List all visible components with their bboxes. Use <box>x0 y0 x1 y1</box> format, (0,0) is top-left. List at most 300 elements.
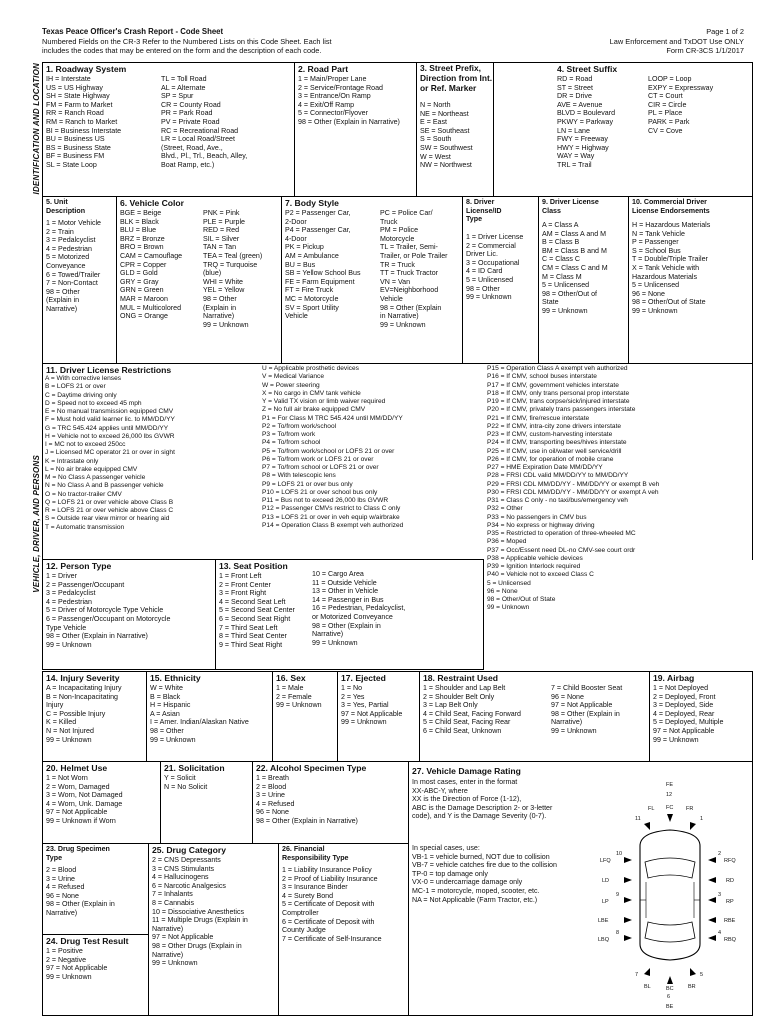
list-item: B = Class B <box>542 238 580 247</box>
list-item: 3 = Insurance Binder <box>282 883 348 892</box>
label-10: 10 <box>616 851 623 857</box>
header-line-3: includes the codes that may be entered on the form and the description of each code. <box>42 46 322 56</box>
drug-specimen-list <box>46 866 115 918</box>
list-item: 1 = Positive <box>46 947 83 955</box>
list-item: XX is the Direction of Force (1-12), <box>412 795 522 804</box>
list-item: P4 = Passenger Car, <box>285 226 351 235</box>
list-item: A = Asian <box>150 709 180 718</box>
alcohol-specimen-list <box>256 774 358 826</box>
vehicle-color-box <box>116 196 282 364</box>
list-item: 99 = Unknown <box>466 293 512 302</box>
list-item: 11 = Multiple Drugs (Explain in <box>152 916 248 925</box>
list-item: 99 = Unknown <box>551 726 597 735</box>
list-item: C = Class C <box>542 255 581 264</box>
list-item: 10. Commercial Driver <box>632 198 707 206</box>
list-item: L = No air brake equipped CMV <box>45 465 138 473</box>
list-item: 3 = Pedalcyclist <box>46 236 96 245</box>
list-item: K = Intrastate only <box>45 457 99 465</box>
list-item: YEL = Yellow <box>203 286 245 295</box>
list-item: O = No tractor-trailer CMV <box>45 490 122 498</box>
list-item: I = MC not to exceed 250cc <box>45 441 126 448</box>
list-item: N = Not Injured <box>46 726 94 735</box>
list-item: 2 = Passenger/Occupant <box>46 580 125 589</box>
list-item: Narrative) <box>312 630 344 639</box>
list-item: GLD = Gold <box>120 269 158 278</box>
list-item: P4 = To/from school <box>262 439 321 447</box>
list-item: N = North <box>420 101 451 109</box>
list-item: Narrative) <box>203 312 235 321</box>
list-item: Hazardous Materials <box>632 272 698 281</box>
list-item: 4 = Child Seat, Facing Forward <box>423 709 521 718</box>
page-number: Page 1 of 2 <box>706 27 744 36</box>
label-lfq: LFQ <box>600 858 611 864</box>
list-item: P2 = Passenger Car, <box>285 209 351 217</box>
list-item: 4 = Pedestrian <box>46 597 92 606</box>
list-item: 3 = Urine <box>46 874 75 883</box>
list-item: CM = Class C and M <box>542 263 608 272</box>
label-lp: LP <box>602 899 609 905</box>
list-item: EXPY = Expressway <box>648 83 714 92</box>
sex-title: 16. Sex <box>276 673 306 683</box>
list-item: In most cases, enter in the format <box>412 778 518 786</box>
list-item: 5 = Unlicensed <box>632 281 680 290</box>
list-item: AVE = Avenue <box>557 100 603 109</box>
drug-test-box <box>42 934 149 1016</box>
list-item: 3 = CNS Stimulants <box>152 864 215 873</box>
list-item: P34 = No express or highway driving <box>487 521 595 529</box>
list-item: P7 = To/from school or LOFS 21 or over <box>262 464 379 471</box>
list-item: M = No Class A passenger vehicle <box>45 474 146 481</box>
list-item: 23. Drug Specimen <box>46 845 110 853</box>
list-item: P12 = Passenger CMVs restrict to Class C only <box>262 505 401 513</box>
list-item: 2 = Worn, Damaged <box>46 782 110 791</box>
financial-box <box>278 843 409 1016</box>
list-item: P13 = LOFS 21 or over in veh equip w/airbrake <box>262 513 400 521</box>
list-item: 98 = Other/Out of State <box>487 596 556 603</box>
list-item: 3 = Entrance/On Ramp <box>298 92 371 101</box>
list-item: LR = Local Road/Street <box>161 135 235 144</box>
list-item: 3 = Worn, Not Damaged <box>46 791 123 800</box>
list-item: Q = LOFS 21 or over vehicle above Class B <box>45 498 174 506</box>
list-item: 8. Driver <box>466 198 495 206</box>
helmet-box <box>42 761 161 844</box>
list-item: P6 = To/from work or LOFS 21 or over <box>262 455 374 463</box>
list-item: N = No Solicit <box>164 782 208 791</box>
label-2: 2 <box>718 851 722 857</box>
list-item: 1 = Not Deployed <box>653 684 709 692</box>
list-item: TP-0 = top damage only <box>412 869 488 878</box>
list-item: 1 = Liability Insurance Policy <box>282 866 372 874</box>
drug-category-list <box>152 856 248 968</box>
list-item: in Narrative) <box>380 312 419 321</box>
restraint-col1 <box>423 684 521 736</box>
helmet-title: 20. Helmet Use <box>46 763 108 773</box>
header-right <box>484 27 744 56</box>
list-item: H = Hazardous Materials <box>632 221 711 229</box>
list-item: Type <box>466 215 483 224</box>
list-item: P33 = No passengers in CMV bus <box>487 513 587 521</box>
list-item: S = South <box>420 135 452 144</box>
list-item: P38 = Applicable vehicle devices <box>487 554 583 562</box>
label-3: 3 <box>718 892 722 898</box>
list-item: 97 = Not Applicable <box>46 808 108 817</box>
list-item: TT = Truck Tractor <box>380 269 439 278</box>
list-item: 98 = Other Drugs (Explain in <box>152 941 242 950</box>
list-item: 98 = Other/Out of State <box>632 298 706 307</box>
list-item: TRQ = Turquoise <box>203 260 258 269</box>
list-item: P21 = If CMV, fire/rescue interstate <box>487 414 590 422</box>
roadway-system-box <box>42 62 295 197</box>
label-7: 7 <box>635 972 639 978</box>
list-item: E = No manual transmission equipped CMV <box>45 408 174 415</box>
list-item: P5 = To/from work/school or LOFS 21 or over <box>262 447 395 455</box>
list-item: License Endorsements <box>632 206 710 215</box>
sex-list <box>276 684 322 710</box>
unit-description-box <box>42 196 117 364</box>
list-item: P = Passenger <box>632 238 679 247</box>
list-item: 99 = Unknown <box>46 640 92 649</box>
list-item: Narrative) <box>46 304 78 313</box>
list-item: 4 = Deployed, Rear <box>653 709 715 718</box>
drug-test-title: 24. Drug Test Result <box>46 936 129 946</box>
form-number: Form CR-3CS 1/1/2017 <box>666 46 744 56</box>
unit-description-title <box>46 198 85 215</box>
list-item: 99 = Unknown <box>380 320 426 329</box>
label-ld: LD <box>602 878 610 884</box>
list-item: ABC is the Damage Description 2- or 3-letter <box>412 803 553 812</box>
list-item: P22 = If CMV, intra-city zone drivers interstate <box>487 422 622 430</box>
list-item: MAR = Maroon <box>120 294 168 303</box>
list-item: 8 = Third Seat Center <box>219 632 287 641</box>
list-item: 2 = Shoulder Belt Only <box>423 692 495 701</box>
list-item: Conveyance <box>46 261 86 270</box>
list-item: 96 = None <box>256 808 289 817</box>
list-item: P24 = If CMV, transporting bees/hives interstate <box>487 439 627 447</box>
vehicle-color-col2 <box>203 209 262 329</box>
list-item: 99 = Unknown <box>653 735 699 744</box>
list-item: 2 = Service/Frontage Road <box>298 83 383 92</box>
list-item: NW = Northwest <box>420 161 472 170</box>
list-item: Narrative) <box>152 924 184 933</box>
list-item: 98 = Other (Explain in <box>46 900 115 909</box>
cdl-endorsements-list <box>632 221 710 316</box>
airbag-list <box>653 684 723 744</box>
list-item: 1 = Shoulder and Lap Belt <box>423 684 506 692</box>
list-item: 98 = Other (Explain in Narrative) <box>46 632 148 641</box>
list-item: PNK = Pink <box>203 209 240 217</box>
list-item: TL = Trailer, Semi- <box>380 243 438 252</box>
list-item: Blvd., Pl., Trl., Beach, Alley, <box>161 152 248 161</box>
list-item: 2 = Female <box>276 692 312 701</box>
list-item: W = West <box>420 152 451 161</box>
list-item: P3 = To/from work <box>262 431 316 438</box>
list-item: IH = Interstate <box>46 75 91 83</box>
list-item: 3. Street Prefix, <box>420 63 481 73</box>
list-item: Boat Ramp, etc.) <box>161 160 215 169</box>
list-item: P32 = Other <box>487 505 523 513</box>
page-header <box>42 27 744 61</box>
driver-license-id-box <box>462 196 539 364</box>
list-item: Motorcycle <box>380 234 415 243</box>
list-item: WHI = White <box>203 277 244 286</box>
list-item: 2 = Train <box>46 227 74 236</box>
list-item: MC-1 = motorcycle, moped, scooter, etc. <box>412 886 540 895</box>
use-notice: Law Enforcement and TxDOT Use ONLY <box>609 36 744 46</box>
list-item: or Motorized Conveyance <box>312 612 393 621</box>
drug-test-list <box>46 947 107 981</box>
label-rd: RD <box>726 878 734 884</box>
list-item: BS = Business State <box>46 143 111 152</box>
list-item: P35 = Restricted to operation of three-wheeled MC <box>487 530 636 537</box>
list-item: Class <box>542 206 561 215</box>
helmet-list <box>46 774 123 826</box>
list-item: A = With corrective lenses <box>45 375 122 382</box>
list-item: 5 = Unlicensed <box>542 281 590 290</box>
list-item: BRZ = Bronze <box>120 234 165 243</box>
list-item: 3 = Pedalcyclist <box>46 589 96 598</box>
list-item: TR = Truck <box>380 260 415 269</box>
list-item: 96 = None <box>487 587 518 595</box>
list-item: Direction from Int. <box>420 72 493 83</box>
list-item: PR = Park Road <box>161 109 213 118</box>
list-item: WAY = Way <box>557 152 595 161</box>
cdl-endorsements-title <box>632 198 710 215</box>
body-style-col2 <box>380 209 448 329</box>
list-item: ONG = Orange <box>120 312 168 321</box>
injury-severity-list <box>46 684 122 744</box>
ejected-box <box>337 671 420 762</box>
list-item: CR = County Road <box>161 100 221 109</box>
list-item: TL = Toll Road <box>161 75 207 83</box>
label-bl: BL <box>644 984 651 990</box>
list-item: S = School Bus <box>632 246 681 255</box>
list-item: 98 = Other (Explain in Narrative) <box>256 816 358 825</box>
list-item: Y = Solicit <box>164 774 196 782</box>
road-part-title: 2. Road Part <box>298 64 349 74</box>
body-style-title: 7. Body Style <box>285 198 339 208</box>
list-item: 1 = Front Left <box>219 572 262 580</box>
list-item: FWY = Freeway <box>557 135 608 144</box>
list-item: 6 = Child Seat, Unknown <box>423 726 502 735</box>
list-item: 9. Driver License <box>542 198 599 206</box>
list-item: County Judge <box>282 926 326 935</box>
street-suffix-box <box>493 62 753 197</box>
vehicle-color-col1 <box>120 209 182 321</box>
list-item: 98 = Other (Explain <box>380 303 442 312</box>
list-item: Vehicle <box>285 312 308 321</box>
list-item: MC = Motorcycle <box>285 294 339 303</box>
drug-specimen-box <box>42 843 149 935</box>
damage-rating-title: 27. Vehicle Damage Rating <box>412 766 521 776</box>
list-item: FE = Farm Equipment <box>285 277 355 286</box>
list-item: VB-1 = vehicle burned, NOT due to collision <box>412 852 550 861</box>
street-prefix-box <box>416 62 494 197</box>
list-item: P14 = Operation Class B exempt veh authorized <box>262 521 404 529</box>
list-item: RM = Ranch to Market <box>46 117 118 126</box>
list-item: P31 = Class C only - no taxi/bus/emergency veh <box>487 497 628 504</box>
list-item: Vehicle <box>380 294 403 303</box>
list-item: (Explain in <box>46 296 80 305</box>
driver-license-class-box <box>538 196 629 364</box>
list-item: 4 = Surety Bond <box>282 891 334 900</box>
seat-position-col2 <box>312 570 405 647</box>
list-item: 99 = Unknown <box>542 306 588 315</box>
list-item: 5 = Child Seat, Facing Rear <box>423 718 511 727</box>
list-item: V = Medical Variance <box>262 373 324 381</box>
list-item: 7 = Child Booster Seat <box>551 684 623 692</box>
list-item: P10 = LOFS 21 or over school bus only <box>262 488 378 496</box>
driver-license-id-list <box>466 233 523 302</box>
airbag-title: 19. Airbag <box>653 673 695 683</box>
list-item: P20 = If CMV, privately trans passengers interstate <box>487 406 636 414</box>
list-item: 5 = Motorized <box>46 253 90 262</box>
list-item: code), and Y is the Damage Severity (0-7). <box>412 812 547 821</box>
list-item: P27 = HME Expiration Date MM/DD/YY <box>487 464 603 471</box>
list-item: P8 = With telescopic lens <box>262 472 336 480</box>
list-item: 5 = Unlicensed <box>487 579 531 587</box>
injury-severity-title: 14. Injury Severity <box>46 673 120 683</box>
label-fl: FL <box>648 806 655 812</box>
list-item: 2 = Yes <box>341 692 365 701</box>
list-item: K = Killed <box>46 718 77 727</box>
list-item: P28 = FRSI CDL valid MM/DD/YY to MM/DD/YY <box>487 472 629 480</box>
list-item: CV = Cove <box>648 126 683 135</box>
list-item: Z = No full air brake equipped CMV <box>262 406 366 414</box>
street-suffix-col2 <box>648 75 713 135</box>
list-item: Y = Valid TX vision or limb waiver required <box>262 398 386 405</box>
list-item: 4 = Refused <box>256 799 295 808</box>
list-item: 1 = Not Worn <box>46 774 88 782</box>
label-lbq: LBQ <box>598 937 610 943</box>
list-item: P1 = For Class M TRC 545.424 until MM/DD/YY <box>262 414 403 422</box>
list-item: PM = Police <box>380 226 419 235</box>
list-item: H = Hispanic <box>150 701 191 710</box>
list-item: 10 = Cargo Area <box>312 570 364 578</box>
list-item: 97 = Not Applicable <box>653 726 715 735</box>
list-item: BLVD = Boulevard <box>557 109 616 118</box>
list-item: P26 = If CMV, for operation of mobile crane <box>487 455 614 463</box>
list-item: PK = Pickup <box>285 243 324 252</box>
list-item: 2 = Blood <box>256 782 287 791</box>
list-item: GRN = Green <box>120 286 164 295</box>
list-item: 7 = Certificate of Self-Insurance <box>282 934 382 943</box>
list-item: 6 = Certificate of Deposit with <box>282 917 375 926</box>
solicitation-list <box>164 774 207 791</box>
list-item: W = Power steering <box>262 381 320 389</box>
list-item: 98 = Other <box>46 287 80 296</box>
label-fc: FC <box>666 805 674 811</box>
list-item: P18 = If CMV, only trans personal prop interstate <box>487 389 630 397</box>
list-item: P9 = LOFS 21 or over bus only <box>262 480 353 488</box>
list-item: SW = Southwest <box>420 143 473 152</box>
list-item: P16 = If CMV, school buses interstate <box>487 373 597 381</box>
list-item: BGE = Beige <box>120 209 162 217</box>
list-item: ST = Street <box>557 83 593 92</box>
list-item: 5. Unit <box>46 198 68 206</box>
list-item: 2 = Blood <box>46 866 77 874</box>
alcohol-specimen-title: 22. Alcohol Specimen Type <box>256 763 367 773</box>
list-item: Comptroller <box>282 908 319 917</box>
list-item: S = Outside rear view mirror or hearing aid <box>45 515 170 523</box>
driver-license-id-title <box>466 198 501 224</box>
list-item: TEA = Teal (green) <box>203 251 263 260</box>
list-item: RED = Red <box>203 226 240 235</box>
label-br: BR <box>688 984 696 990</box>
list-item: 1 = Driver <box>46 572 77 580</box>
damage-rating-text1 <box>412 778 552 821</box>
list-item: VX-0 = undercarriage damage only <box>412 878 523 887</box>
list-item: 2-Door <box>285 217 307 226</box>
header-left <box>42 27 422 56</box>
list-item: X = No cargo in CMV tank vehicle <box>262 389 361 397</box>
list-item: Trailer, or Pole Trailer <box>380 251 448 260</box>
list-item: P36 = Moped <box>487 538 527 546</box>
vehicle-damage-diagram <box>588 776 752 1012</box>
list-item: P19 = If CMV, trans corpse/sick/injured interstate <box>487 398 630 405</box>
list-item: Narrative) <box>551 718 583 727</box>
list-item: VN = Van <box>380 277 411 286</box>
list-item: 6 = Towed/Trailer <box>46 270 101 279</box>
body-style-col1 <box>285 209 361 321</box>
label-be: BE <box>666 1004 674 1010</box>
list-item: 7 = Non-Contact <box>46 279 98 288</box>
list-item: 5 = Driver of Motorcycle Type Vehicle <box>46 606 164 615</box>
list-item: 96 = None <box>46 891 79 900</box>
list-item: P29 = FRSI CDL MM/DD/YY - MM/DD/YY or exempt B veh <box>487 480 660 488</box>
list-item: 3 = Front Right <box>219 589 267 598</box>
license-restrictions-title: 11. Driver License Restrictions <box>46 365 172 375</box>
list-item: 4 = Pedestrian <box>46 244 92 253</box>
list-item: 98 = Other (Explain in <box>312 621 381 630</box>
list-item: 3 = Deployed, Side <box>653 701 714 710</box>
list-item: 5 = Certificate of Deposit with <box>282 900 375 909</box>
list-item: LOOP = Loop <box>648 75 692 83</box>
list-item: FT = Fire Truck <box>285 286 334 295</box>
street-prefix-title <box>420 64 492 93</box>
list-item: 9 = Third Seat Right <box>219 640 283 649</box>
list-item: P15 = Operation Class A exempt veh authorized <box>487 365 628 372</box>
list-item: EV=Neighborhood <box>380 286 439 295</box>
ejected-list <box>341 684 402 727</box>
list-item: AM = Ambulance <box>285 251 339 260</box>
list-item: (Explain in <box>203 303 237 312</box>
roadway-system-title: 1. Roadway System <box>46 64 127 74</box>
street-prefix-list <box>420 101 473 170</box>
list-item: BU = Bus <box>285 260 316 269</box>
license-restrictions-col3 <box>487 365 659 613</box>
list-item: M = Class M <box>542 272 582 281</box>
drug-category-box <box>148 843 279 1016</box>
list-item: C = Daytime driving only <box>45 391 117 399</box>
roadway-system-col1 <box>46 75 121 170</box>
list-item: H = Vehicle not to exceed 26,000 lbs GVWR <box>45 432 175 440</box>
list-item: U = Applicable prosthetic devices <box>262 365 359 372</box>
drug-specimen-title <box>46 845 110 862</box>
label-5: 5 <box>700 972 704 978</box>
list-item: AM = Class A and M <box>542 229 607 238</box>
list-item: 98 = Other (Explain in Narrative) <box>298 117 400 126</box>
list-item: Truck <box>380 217 398 226</box>
list-item: 14 = Passenger in Bus <box>312 595 384 604</box>
list-item: 99 = Unknown <box>632 306 678 315</box>
label-rp: RP <box>726 899 734 905</box>
label-12: 12 <box>666 792 673 798</box>
list-item: 4 = Second Seat Left <box>219 597 286 606</box>
seat-position-title: 13. Seat Position <box>219 561 288 571</box>
list-item: P11 = Bus not to exceed 26,000 lbs GVWR <box>262 497 389 504</box>
list-item: E = East <box>420 118 448 127</box>
restraint-box <box>419 671 650 762</box>
